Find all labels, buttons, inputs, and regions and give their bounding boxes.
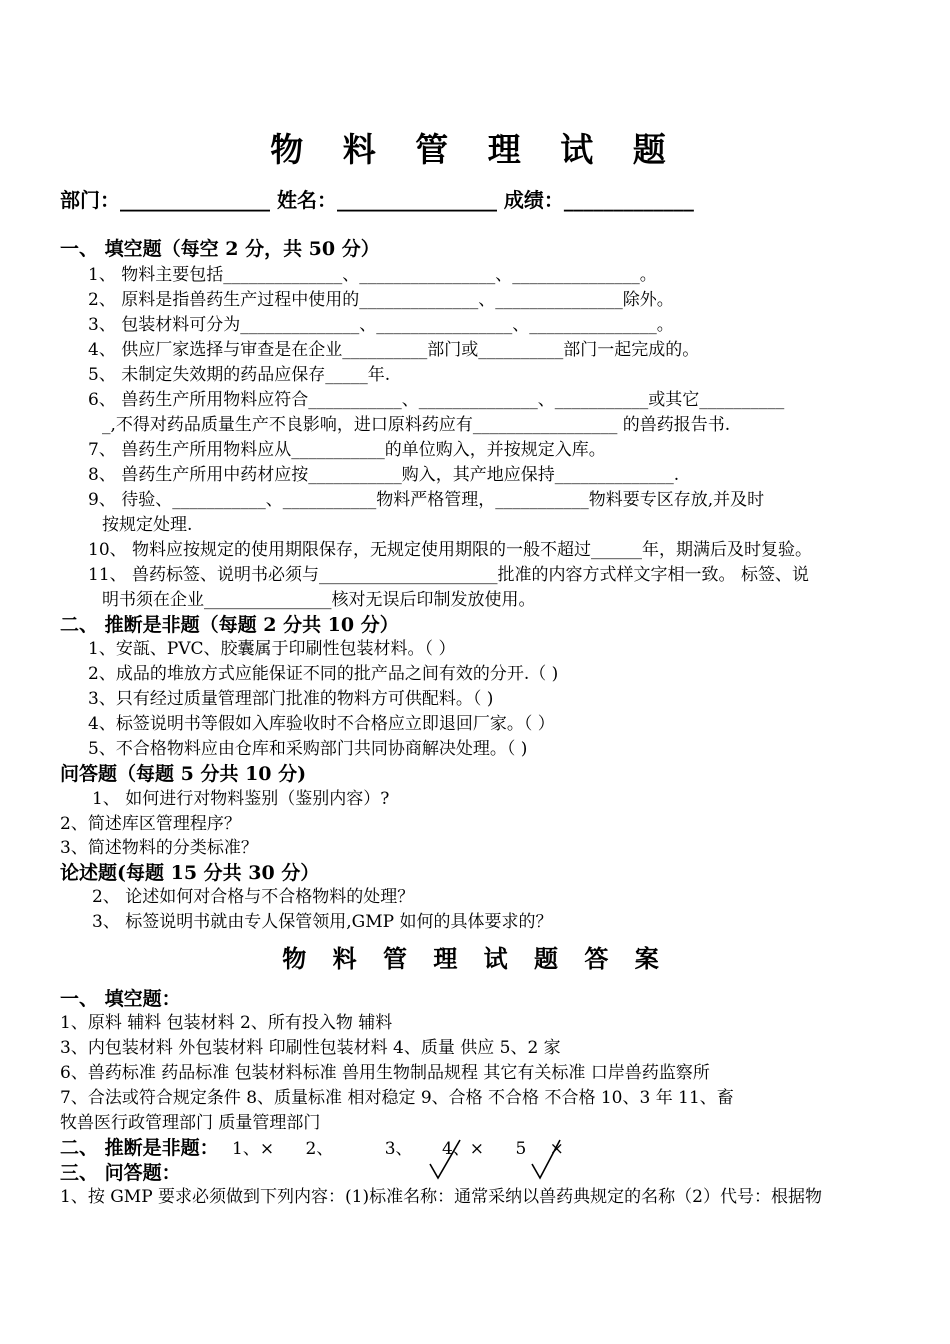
answer-tf-item: 5 [515,1139,527,1159]
answer-tf-item: 1、× [232,1139,275,1159]
fill-q3: 3、 包装材料可分为______________、________________、_______________。 [88,315,674,335]
fill-q2: 2、 原料是指兽药生产过程中使用的______________、_______________除外。 [88,290,674,310]
answer-line: 6、兽药标准 药品标准 包装材料标准 兽用生物制品规程 其它有关标准 口岸兽药监察所 [60,1063,710,1083]
qa-item: 3、简述物料的分类标准？ [60,838,258,858]
fill-q6-cont: _,不得对药品质量生产不良影响，进口原料药应有_________________ 的兽药报告书. [102,415,731,435]
answer-tf-label: 二、 推断是非题： [60,1137,219,1159]
section-fill-heading: 一、 填空题（每空 2 分，共 50 分） [60,238,380,260]
answer-line: 3、内包装材料 外包装材料 印刷性包装材料 4、质量 供应 5、2 家 [60,1038,561,1058]
answer-qa-text: 1、按 GMP 要求必须做到下列内容：(1)标准名称：通常采纳以兽药典规定的名称（2）代号：根据物 [60,1187,822,1207]
tf-item: 2、成品的堆放方式应能保证不同的批产品之间有效的分开.（ ) [88,664,559,684]
essay-item: 3、 标签说明书就由专人保管领用,GMP 如何的具体要求的？ [92,912,553,932]
fill-q5: 5、 未制定失效期的药品应保存_____年. [88,365,391,385]
qa-item: 1、 如何进行对物料鉴别（鉴别内容）? [92,789,390,809]
section-tf-heading: 二、 推断是非题（每题 2 分共 10 分） [60,614,399,636]
answer-qa-heading: 三、 问答题： [60,1162,181,1184]
fill-q9: 9、 待验、___________、___________物料严格管理，___________物料要专区存放,并及时 [88,490,765,510]
qa-item: 2、简述库区管理程序？ [60,814,241,834]
tf-item: 1、安瓿、PVC、胶囊属于印刷性包装材料。（ ） [88,639,456,659]
answer-line: 7、合法或符合规定条件 8、质量标准 相对稳定 9、合格 不合格 不合格 10、3 年 11、畜 [60,1088,734,1108]
page-title: 物 料 管 理 试 题 [270,130,680,169]
checkmark-icon [428,1138,462,1182]
answer-line: 1、原料 辅料 包装材料 2、所有投入物 辅料 [60,1013,393,1033]
section-qa-heading: 问答题（每题 5 分共 10 分) [60,763,307,785]
fill-q4: 4、 供应厂家选择与审查是在企业__________部门或__________部门一起完成的。 [88,340,700,360]
section-essay-heading: 论述题(每题 15 分共 30 分） [60,862,320,884]
header-fields: 部门：_______________ 姓名：________________ 成绩：_____________ [60,188,694,212]
fill-q9-cont: 按规定处理. [102,515,193,535]
answer-fill-heading: 一、 填空题： [60,988,181,1010]
fill-q11: 11、 兽药标签、说明书必须与_____________________批准的内容方式样文字相一致。 标签、说 [88,565,809,585]
tf-item: 5、不合格物料应由仓库和采购部门共同协商解决处理。（ ) [88,739,528,759]
tf-item: 4、标签说明书等假如入库验收时不合格应立即退回厂家。（ ） [88,714,555,734]
fill-q8: 8、 兽药生产所用中药材应按___________购入，其产地应保持______________. [88,465,680,485]
essay-item: 2、 论述如何对合格与不合格物料的处理？ [92,887,415,907]
answer-line: 牧兽医行政管理部门 质量管理部门 [60,1113,321,1133]
answer-tf-row [60,1137,564,1160]
fill-q6: 6、 兽药生产所用物料应符合___________、______________、___________或其它__________ [88,390,785,410]
answer-tf-item: 4、× [441,1139,485,1159]
tf-item: 3、只有经过质量管理部门批准的物料方可供配料。（ ) [88,689,494,709]
answer-tf-item: × [549,1139,564,1159]
answer-title: 物 料 管 理 试 题 答 案 [282,944,668,973]
fill-q11-cont: 明书须在企业_______________核对无误后印制发放使用。 [102,590,536,610]
fill-q1: 1、 物料主要包括______________、________________、_______________。 [88,265,657,285]
answer-tf-item: 2、 [305,1139,334,1159]
answer-tf-item: 3、 [384,1139,413,1159]
fill-q7: 7、 兽药生产所用物料应从___________的单位购入，并按规定入库。 [88,440,606,460]
fill-q10: 10、 物料应按规定的使用期限保存，无规定使用期限的一般不超过______年，期满后及时复验。 [88,540,813,560]
checkmark-icon [530,1138,562,1182]
